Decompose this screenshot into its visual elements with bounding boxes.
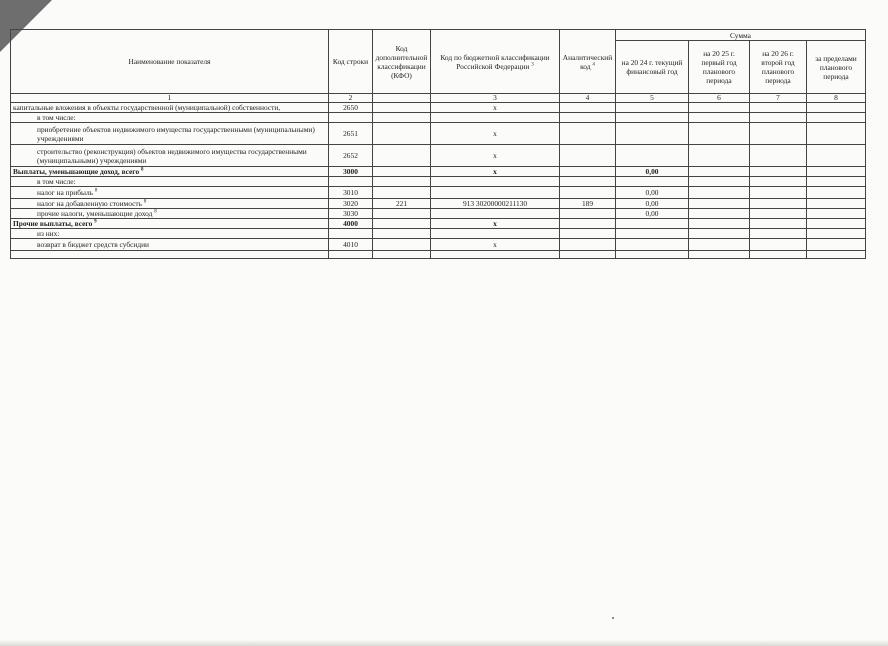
table-row: [11, 145, 866, 167]
empty-cell: [11, 251, 329, 259]
table-row: [11, 239, 866, 251]
row-kfo: [373, 113, 431, 123]
row-sum-beyond: [807, 239, 866, 251]
header-sum-year3: на 20 26 г. второй год планового периода: [750, 41, 807, 94]
row-sum-year1: 0,00: [616, 167, 689, 177]
row-sum-year2: [689, 123, 750, 145]
empty-cell: [373, 251, 431, 259]
row-analytic: [560, 219, 616, 229]
row-sum-year3: [750, 239, 807, 251]
row-sum-year2: [689, 209, 750, 219]
row-sum-year1: [616, 239, 689, 251]
header-name: Наименование показателя: [11, 30, 329, 94]
row-analytic: [560, 167, 616, 177]
row-sum-beyond: [807, 219, 866, 229]
row-sum-year3: [750, 209, 807, 219]
row-sum-beyond: [807, 123, 866, 145]
row-kbk: x: [431, 219, 560, 229]
row-sum-year3: [750, 167, 807, 177]
row-kbk: x: [431, 239, 560, 251]
row-code: 4000: [329, 219, 373, 229]
row-sum-year1: [616, 177, 689, 187]
row-sum-year3: [750, 187, 807, 199]
row-sum-year2: [689, 239, 750, 251]
row-sum-year3: [750, 113, 807, 123]
row-sum-beyond: [807, 199, 866, 209]
row-sum-beyond: [807, 229, 866, 239]
row-code: 3020: [329, 199, 373, 209]
table-row: [11, 209, 866, 219]
empty-cell: [560, 251, 616, 259]
row-code: 2652: [329, 145, 373, 167]
row-analytic: [560, 145, 616, 167]
row-sum-beyond: [807, 177, 866, 187]
row-sum-year2: [689, 167, 750, 177]
row-sum-year3: [750, 123, 807, 145]
table-body: [11, 103, 866, 259]
row-name: капитальные вложения в объекты государственной (муниципальной) собственности,: [11, 103, 329, 113]
row-kbk: x: [431, 123, 560, 145]
header-kfo: Код дополнительной классификации (КФО): [373, 30, 431, 94]
row-sum-beyond: [807, 145, 866, 167]
empty-cell: [329, 251, 373, 259]
plan-table: [10, 29, 866, 259]
row-kfo: [373, 177, 431, 187]
row-name: в том числе:: [11, 113, 329, 123]
header-code: Код строки: [329, 30, 373, 94]
row-sum-year3: [750, 199, 807, 209]
header-sum-beyond: за пределами планового периода: [807, 41, 866, 94]
row-name: налог на прибыль $^8$: [11, 187, 329, 199]
col-number: 2: [329, 94, 373, 103]
empty-cell: [689, 251, 750, 259]
row-kbk: x: [431, 167, 560, 177]
row-name: возврат в бюджет средств субсидии: [11, 239, 329, 251]
row-kbk: 913 30200000211130: [431, 199, 560, 209]
row-sum-year2: [689, 177, 750, 187]
row-sum-year2: [689, 145, 750, 167]
row-analytic: [560, 103, 616, 113]
row-sum-year2: [689, 229, 750, 239]
row-name: Выплаты, уменьшающие доход, всего $^8$: [11, 167, 329, 177]
row-sum-year2: [689, 103, 750, 113]
row-sum-year3: [750, 219, 807, 229]
row-name: в том числе:: [11, 177, 329, 187]
row-code: [329, 113, 373, 123]
table-row: [11, 187, 866, 199]
row-name: прочие налоги, уменьшающие доход $^8$: [11, 209, 329, 219]
row-sum-year1: 0,00: [616, 209, 689, 219]
row-analytic: [560, 113, 616, 123]
row-sum-beyond: [807, 113, 866, 123]
row-sum-year3: [750, 177, 807, 187]
row-analytic: [560, 177, 616, 187]
row-code: [329, 229, 373, 239]
row-sum-year1: [616, 123, 689, 145]
row-sum-year2: [689, 219, 750, 229]
header-kbk: Код по бюджетной классификации Российской Федерации $^3$: [431, 30, 560, 94]
col-number: 4: [560, 94, 616, 103]
row-kfo: 221: [373, 199, 431, 209]
row-sum-year1: [616, 113, 689, 123]
col-number: 3: [431, 94, 560, 103]
row-kbk: [431, 113, 560, 123]
col-number: [373, 94, 431, 103]
table-row: [11, 199, 866, 209]
row-sum-year3: [750, 145, 807, 167]
empty-cell: [807, 251, 866, 259]
row-sum-year1: [616, 145, 689, 167]
row-name: налог на добавленную стоимость $^8$: [11, 199, 329, 209]
row-kbk: x: [431, 103, 560, 113]
row-sum-year2: [689, 113, 750, 123]
row-sum-year1: 0,00: [616, 187, 689, 199]
row-sum-year1: [616, 229, 689, 239]
table-row: [11, 219, 866, 229]
column-numbers-row: [11, 94, 866, 103]
row-sum-year3: [750, 103, 807, 113]
row-kbk: [431, 209, 560, 219]
row-name: из них:: [11, 229, 329, 239]
col-number: 5: [616, 94, 689, 103]
col-number: 8: [807, 94, 866, 103]
empty-cell: [431, 251, 560, 259]
row-code: 2650: [329, 103, 373, 113]
row-kfo: [373, 187, 431, 199]
header-row-1: [11, 30, 866, 41]
page-edge-shadow: [0, 640, 888, 646]
table-row: [11, 229, 866, 239]
row-sum-year1: [616, 103, 689, 113]
row-sum-year1: 0,00: [616, 199, 689, 209]
row-code: 4010: [329, 239, 373, 251]
table-row: [11, 167, 866, 177]
row-analytic: [560, 229, 616, 239]
row-sum-year3: [750, 229, 807, 239]
row-analytic: [560, 187, 616, 199]
row-kfo: [373, 103, 431, 113]
row-sum-beyond: [807, 187, 866, 199]
row-kfo: [373, 219, 431, 229]
header-sum-year2: на 20 25 г. первый год планового периода: [689, 41, 750, 94]
row-sum-beyond: [807, 103, 866, 113]
row-sum-year2: [689, 187, 750, 199]
row-kfo: [373, 167, 431, 177]
row-kfo: [373, 239, 431, 251]
row-kbk: x: [431, 145, 560, 167]
row-kbk: [431, 229, 560, 239]
col-number: 6: [689, 94, 750, 103]
header-sum-year1: на 20 24 г. текущий финансовый год: [616, 41, 689, 94]
row-name: приобретение объектов недвижимого имущества государственными (муниципальными) учреждениями: [11, 123, 329, 145]
row-code: [329, 177, 373, 187]
row-kfo: [373, 145, 431, 167]
col-number: 7: [750, 94, 807, 103]
row-code: 2651: [329, 123, 373, 145]
row-name: строительство (реконструкция) объектов недвижимого имущества государственными (муниципальными) учреждениями: [11, 145, 329, 167]
row-kfo: [373, 123, 431, 145]
row-code: 3000: [329, 167, 373, 177]
table-row: [11, 123, 866, 145]
row-kfo: [373, 229, 431, 239]
scan-speck: [612, 617, 614, 619]
row-kbk: [431, 187, 560, 199]
row-kbk: [431, 177, 560, 187]
table-row: [11, 113, 866, 123]
table-row: [11, 177, 866, 187]
row-kfo: [373, 209, 431, 219]
table-row: [11, 103, 866, 113]
row-analytic: [560, 239, 616, 251]
header-analytic: Аналитический код $^4$: [560, 30, 616, 94]
row-code: 3010: [329, 187, 373, 199]
row-sum-beyond: [807, 167, 866, 177]
row-analytic: 189: [560, 199, 616, 209]
table-row-empty: [11, 251, 866, 259]
row-sum-beyond: [807, 209, 866, 219]
empty-cell: [616, 251, 689, 259]
col-number: 1: [11, 94, 329, 103]
row-sum-year1: [616, 219, 689, 229]
row-name: Прочие выплаты, всего $^9$: [11, 219, 329, 229]
empty-cell: [750, 251, 807, 259]
row-sum-year2: [689, 199, 750, 209]
row-analytic: [560, 123, 616, 145]
header-sum: Сумма: [616, 30, 866, 41]
row-code: 3030: [329, 209, 373, 219]
row-analytic: [560, 209, 616, 219]
